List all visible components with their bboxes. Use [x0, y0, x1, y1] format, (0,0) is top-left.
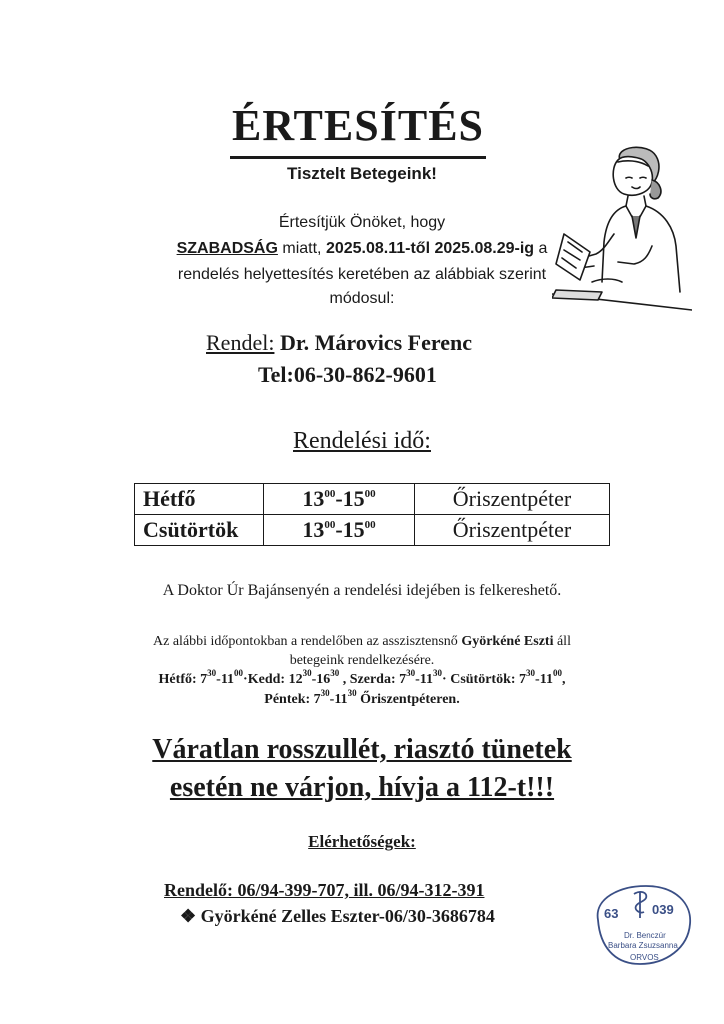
receptionist-illustration: [552, 142, 692, 316]
schedule-table: [134, 483, 610, 546]
intro-line-1: Értesítjük Önöket, hogy: [278, 214, 446, 231]
intro-line-3: rendelés helyettesítés keretében az alábbiak szerint: [177, 266, 547, 283]
schedule-row: [135, 515, 610, 546]
substitute-doctor: [206, 330, 472, 356]
doctor-phone: Tel:06-30-862-9601: [258, 362, 437, 387]
intro-end: a: [534, 240, 548, 257]
schedule-time: $13^{00}-15^{00}$: [264, 484, 415, 515]
notice-title: ÉRTESÍTÉS: [230, 98, 486, 159]
assistant-name: Györkéné Eszti: [461, 634, 554, 649]
doctor-stamp: [590, 884, 694, 966]
schedule-day: Csütörtök: [135, 515, 264, 546]
assistant-times-line-1: Hétfő: $7^{30}-11^{00}\cdot Kedd$: $12^{30}-16^{30}$ , Szerda: $7^{30}-11^{30}\cdot$ Csütörtök: $7^{30}-11^{00}$,: [158, 668, 566, 687]
schedule-place: Őriszentpéter: [415, 515, 610, 546]
doctor-name: Dr. Márovics Ferenc: [279, 330, 472, 355]
emergency-warning-line-1: Váratlan rosszullét, riasztó tünetek: [152, 734, 572, 765]
emergency-warning-line-2: esetén ne várjon, hívja a 112-t!!!: [169, 772, 555, 803]
stamp-line-3: ORVOS: [630, 953, 659, 962]
clinic-phone: Rendelő: 06/94-399-707, ill. 06/94-312-391: [164, 880, 485, 900]
intro-mid: miatt,: [277, 240, 326, 257]
schedule-row: [135, 484, 610, 515]
schedule-place: Őriszentpéter: [415, 484, 610, 515]
vacation-word: SZABADSÁG: [176, 240, 278, 257]
stamp-code-left: 63: [604, 906, 619, 921]
assistant-times-line-2: Péntek: $7^{30}-11^{30}$ Őriszentpéteren.: [264, 688, 460, 707]
assistant-line-2: betegeink rendelkezésére.: [289, 653, 435, 668]
schedule-time: $13^{00}-15^{00}$: [264, 515, 415, 546]
doctor-label: Rendel:: [206, 330, 275, 355]
intro-line-4: módosul:: [329, 290, 395, 307]
vacation-date-range: 2025.08.11-től 2025.08.29-ig: [325, 240, 535, 257]
assistant-line-1: Az alábbi időpontokban a rendelőben az asszisztensnő Györkéné Eszti áll: [153, 634, 571, 649]
stamp-line-1: Dr. Benczúr: [624, 931, 666, 940]
bajansenye-note: A Doktor Úr Bajánsenyén a rendelési idejében is felkereshető.: [162, 582, 562, 599]
stamp-line-2: Barbara Zsuzsanna: [608, 941, 678, 950]
hours-heading: Rendelési idő:: [293, 428, 431, 454]
stamp-code-right: 039: [652, 902, 674, 917]
bullet-icon: ❖: [180, 906, 197, 926]
salutation: Tisztelt Betegeink!: [287, 164, 437, 183]
assistant-phone: ❖ Györkéné Zelles Eszter-06/30-3686784: [180, 906, 495, 926]
schedule-day: Hétfő: [135, 484, 264, 515]
contacts-heading: Elérhetőségek:: [308, 832, 416, 851]
